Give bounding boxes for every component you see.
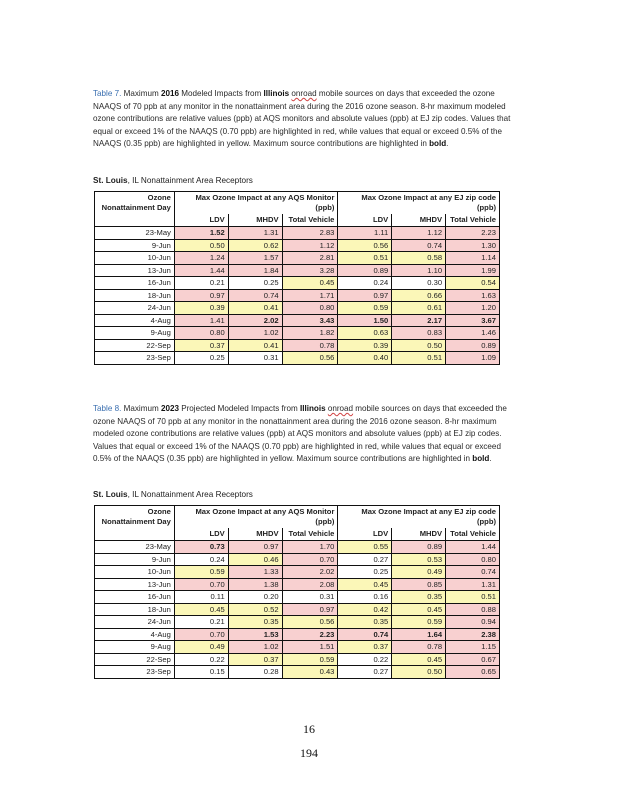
cell-value: 0.50 <box>174 239 228 252</box>
row-day: 24-Jun <box>95 616 175 629</box>
cell-value: 0.74 <box>446 566 500 579</box>
header-group-ej: Max Ozone Impact at any EJ zip code (ppb) <box>361 193 496 212</box>
table7-body <box>95 227 500 365</box>
row-day: 9-Aug <box>95 641 175 654</box>
cell-value: 0.56 <box>338 239 392 252</box>
caption-text: . <box>489 454 492 463</box>
cell-value: 2.23 <box>446 227 500 240</box>
cell-value: 1.53 <box>228 628 282 641</box>
row-day: 4-Aug <box>95 314 175 327</box>
subtitle-rest: , IL Nonattainment Area Receptors <box>127 490 253 499</box>
cell-value: 0.85 <box>392 578 446 591</box>
header-group-aqs: Max Ozone Impact at any AQS Monitor (ppb) <box>174 192 338 215</box>
cell-value: 0.66 <box>392 289 446 302</box>
cell-value: 3.67 <box>446 314 500 327</box>
cell-value: 0.70 <box>282 553 338 566</box>
caption-bold-word: bold <box>429 139 447 148</box>
cell-value: 0.50 <box>392 666 446 679</box>
page-number: 16 <box>303 722 315 736</box>
cell-value: 0.74 <box>228 289 282 302</box>
cell-value: 2.81 <box>282 252 338 265</box>
cell-value: 1.44 <box>174 264 228 277</box>
cell-value: 0.55 <box>338 541 392 554</box>
table-row <box>95 553 500 566</box>
row-day: 22-Sep <box>95 339 175 352</box>
cell-value: 0.45 <box>174 603 228 616</box>
subtitle-city: St. Louis <box>93 176 128 185</box>
cell-value: 0.25 <box>338 566 392 579</box>
cell-value: 0.74 <box>338 628 392 641</box>
cell-value: 0.78 <box>392 641 446 654</box>
table-row <box>95 666 500 679</box>
table-row <box>95 628 500 641</box>
caption-onroad: onroad <box>291 89 317 98</box>
cell-value: 0.80 <box>446 553 500 566</box>
cell-value: 0.49 <box>392 566 446 579</box>
row-day: 23-May <box>95 227 175 240</box>
cell-value: 1.09 <box>446 352 500 365</box>
header-total: Total Vehicle <box>446 214 500 227</box>
cell-value: 0.74 <box>392 239 446 252</box>
table-row <box>95 289 500 302</box>
caption-bold-word: bold <box>472 454 490 463</box>
cell-value: 0.65 <box>446 666 500 679</box>
row-day: 13-Jun <box>95 578 175 591</box>
table-row <box>95 653 500 666</box>
cell-value: 1.15 <box>446 641 500 654</box>
row-day: 18-Jun <box>95 289 175 302</box>
cell-value: 0.35 <box>392 591 446 604</box>
cell-value: 1.84 <box>228 264 282 277</box>
cell-value: 0.41 <box>228 302 282 315</box>
row-day: 9-Jun <box>95 553 175 566</box>
cell-value: 0.39 <box>338 339 392 352</box>
table-row <box>95 327 500 340</box>
cell-value: 0.61 <box>392 302 446 315</box>
caption-text: Maximum <box>121 89 161 98</box>
cell-value: 2.02 <box>228 314 282 327</box>
cell-value: 0.21 <box>174 277 228 290</box>
table-row <box>95 227 500 240</box>
cell-value: 0.20 <box>228 591 282 604</box>
row-day: 16-Jun <box>95 591 175 604</box>
cell-value: 0.70 <box>174 578 228 591</box>
cell-value: 0.59 <box>392 616 446 629</box>
table-row <box>95 302 500 315</box>
table7-label: Table 7. <box>93 89 122 98</box>
cell-value: 0.40 <box>338 352 392 365</box>
caption-state: Illinois <box>263 89 290 98</box>
cell-value: 1.41 <box>174 314 228 327</box>
cell-value: 0.42 <box>338 603 392 616</box>
cell-value: 0.97 <box>282 603 338 616</box>
cell-value: 0.78 <box>282 339 338 352</box>
cell-value: 1.52 <box>174 227 228 240</box>
cell-value: 0.39 <box>174 302 228 315</box>
cell-value: 0.21 <box>174 616 228 629</box>
caption-state: Illinois <box>299 404 326 413</box>
cell-value: 1.11 <box>338 227 392 240</box>
row-day: 22-Sep <box>95 653 175 666</box>
caption-text: . <box>446 139 449 148</box>
document-page-number: 194 <box>300 746 318 760</box>
table-row <box>95 339 500 352</box>
cell-value: 0.51 <box>446 591 500 604</box>
cell-value: 0.56 <box>282 352 338 365</box>
row-day: 4-Aug <box>95 628 175 641</box>
table8-caption <box>93 403 521 466</box>
header-ldv: LDV <box>338 528 392 541</box>
table7-subtitle <box>93 176 253 185</box>
header-ldv: LDV <box>338 214 392 227</box>
header-total: Total Vehicle <box>282 528 338 541</box>
caption-text: Modeled Impacts from <box>178 89 264 98</box>
header-mhdv: MHDV <box>228 214 282 227</box>
caption-text: mobile sources on days that exceeded the ozone NAAQS of 70 ppb at any monitor in the nonattainment area during the 2016 ozone season. 8-hr maximum modeled ozone contributions are relative values (ppb) at AQS monitors and absolute values (ppb) at EJ zip codes. Values that equal or exceed 1% of the NAAQS (0.70 ppb) are highlighted in red, while values that equal or exceed 0.5% of the NAAQS (0.35 ppb) are highlighted in yellow. Maximum source contributions are highlighted in <box>93 89 511 148</box>
cell-value: 2.02 <box>282 566 338 579</box>
table7-caption <box>93 88 521 151</box>
row-day: 10-Jun <box>95 252 175 265</box>
cell-value: 0.80 <box>174 327 228 340</box>
table-row <box>95 352 500 365</box>
cell-value: 0.35 <box>228 616 282 629</box>
table8-body <box>95 541 500 679</box>
row-day: 10-Jun <box>95 566 175 579</box>
cell-value: 0.52 <box>228 603 282 616</box>
table-row <box>95 591 500 604</box>
table8 <box>94 505 500 679</box>
header-day: Ozone Nonattainment Day <box>95 506 175 541</box>
table-row <box>95 252 500 265</box>
cell-value: 1.10 <box>392 264 446 277</box>
cell-value: 0.80 <box>282 302 338 315</box>
cell-value: 1.14 <box>446 252 500 265</box>
cell-value: 1.70 <box>282 541 338 554</box>
cell-value: 0.28 <box>228 666 282 679</box>
caption-text: Projected Modeled Impacts from <box>178 404 300 413</box>
cell-value: 1.02 <box>228 641 282 654</box>
cell-value: 1.30 <box>446 239 500 252</box>
caption-text: mobile sources on days that exceeded the ozone NAAQS of 70 ppb at any monitor in the nonattainment area during the 2016 ozone season. 8-hr maximum modeled ozone contributions are relative values (ppb) at AQS monitors and absolute values (ppb) at EJ zip codes. Values that equal or exceed 1% of the NAAQS (0.70 ppb) are highlighted in red, while values that equal or exceed 0.5% of the NAAQS (0.35 ppb) are highlighted in yellow. Maximum source contributions are highlighted in <box>93 404 507 463</box>
cell-value: 0.43 <box>282 666 338 679</box>
header-mhdv: MHDV <box>392 528 446 541</box>
cell-value: 0.54 <box>446 277 500 290</box>
cell-value: 0.22 <box>174 653 228 666</box>
header-mhdv: MHDV <box>392 214 446 227</box>
cell-value: 0.15 <box>174 666 228 679</box>
cell-value: 1.71 <box>282 289 338 302</box>
subtitle-rest: , IL Nonattainment Area Receptors <box>127 176 253 185</box>
table-row <box>95 277 500 290</box>
table-row <box>95 264 500 277</box>
header-group-ej: Max Ozone Impact at any EJ zip code (ppb) <box>361 507 496 526</box>
row-day: 9-Jun <box>95 239 175 252</box>
header-total: Total Vehicle <box>446 528 500 541</box>
cell-value: 1.33 <box>228 566 282 579</box>
cell-value: 0.41 <box>228 339 282 352</box>
table-row <box>95 578 500 591</box>
table8-label: Table 8. <box>93 404 122 413</box>
cell-value: 2.38 <box>446 628 500 641</box>
row-day: 9-Aug <box>95 327 175 340</box>
cell-value: 1.31 <box>446 578 500 591</box>
cell-value: 0.30 <box>392 277 446 290</box>
cell-value: 1.82 <box>282 327 338 340</box>
cell-value: 0.50 <box>392 339 446 352</box>
cell-value: 1.57 <box>228 252 282 265</box>
cell-value: 0.89 <box>446 339 500 352</box>
cell-value: 0.45 <box>392 653 446 666</box>
cell-value: 0.63 <box>338 327 392 340</box>
cell-value: 0.53 <box>392 553 446 566</box>
cell-value: 0.25 <box>228 277 282 290</box>
cell-value: 0.45 <box>338 578 392 591</box>
cell-value: 0.94 <box>446 616 500 629</box>
cell-value: 0.58 <box>392 252 446 265</box>
row-day: 16-Jun <box>95 277 175 290</box>
table8-subtitle <box>93 490 253 499</box>
cell-value: 1.63 <box>446 289 500 302</box>
cell-value: 0.89 <box>392 541 446 554</box>
cell-value: 0.67 <box>446 653 500 666</box>
table-row <box>95 239 500 252</box>
cell-value: 3.28 <box>282 264 338 277</box>
cell-value: 0.45 <box>392 603 446 616</box>
cell-value: 0.37 <box>228 653 282 666</box>
cell-value: 0.70 <box>174 628 228 641</box>
header-total: Total Vehicle <box>282 214 338 227</box>
cell-value: 0.51 <box>338 252 392 265</box>
cell-value: 1.31 <box>228 227 282 240</box>
cell-value: 0.31 <box>228 352 282 365</box>
cell-value: 0.97 <box>174 289 228 302</box>
cell-value: 2.23 <box>282 628 338 641</box>
cell-value: 1.20 <box>446 302 500 315</box>
cell-value: 0.31 <box>282 591 338 604</box>
cell-value: 0.46 <box>228 553 282 566</box>
cell-value: 0.89 <box>338 264 392 277</box>
cell-value: 0.45 <box>282 277 338 290</box>
row-day: 18-Jun <box>95 603 175 616</box>
cell-value: 1.12 <box>392 227 446 240</box>
cell-value: 1.38 <box>228 578 282 591</box>
cell-value: 1.02 <box>228 327 282 340</box>
row-day: 24-Jun <box>95 302 175 315</box>
cell-value: 0.27 <box>338 553 392 566</box>
row-day: 23-Sep <box>95 666 175 679</box>
cell-value: 0.24 <box>338 277 392 290</box>
cell-value: 0.35 <box>338 616 392 629</box>
cell-value: 0.59 <box>174 566 228 579</box>
row-day: 23-Sep <box>95 352 175 365</box>
cell-value: 0.37 <box>174 339 228 352</box>
cell-value: 2.17 <box>392 314 446 327</box>
table-row <box>95 566 500 579</box>
table-row <box>95 641 500 654</box>
row-day: 13-Jun <box>95 264 175 277</box>
cell-value: 0.24 <box>174 553 228 566</box>
cell-value: 0.73 <box>174 541 228 554</box>
cell-value: 0.51 <box>392 352 446 365</box>
cell-value: 0.49 <box>174 641 228 654</box>
table-row <box>95 603 500 616</box>
cell-value: 3.43 <box>282 314 338 327</box>
header-ldv: LDV <box>174 528 228 541</box>
table-row <box>95 616 500 629</box>
cell-value: 1.64 <box>392 628 446 641</box>
header-day: Ozone Nonattainment Day <box>95 192 175 227</box>
header-mhdv: MHDV <box>228 528 282 541</box>
cell-value: 0.59 <box>282 653 338 666</box>
cell-value: 1.51 <box>282 641 338 654</box>
cell-value: 1.99 <box>446 264 500 277</box>
caption-onroad: onroad <box>327 404 354 413</box>
cell-value: 1.44 <box>446 541 500 554</box>
cell-value: 1.46 <box>446 327 500 340</box>
table7 <box>94 191 500 365</box>
cell-value: 0.56 <box>282 616 338 629</box>
table-row <box>95 541 500 554</box>
row-day: 23-May <box>95 541 175 554</box>
cell-value: 0.37 <box>338 641 392 654</box>
caption-year: 2016 <box>160 89 179 98</box>
cell-value: 0.88 <box>446 603 500 616</box>
cell-value: 0.83 <box>392 327 446 340</box>
cell-value: 0.27 <box>338 666 392 679</box>
cell-value: 0.11 <box>174 591 228 604</box>
cell-value: 0.62 <box>228 239 282 252</box>
table-row <box>95 314 500 327</box>
cell-value: 1.12 <box>282 239 338 252</box>
cell-value: 0.16 <box>338 591 392 604</box>
header-ldv: LDV <box>174 214 228 227</box>
cell-value: 1.24 <box>174 252 228 265</box>
cell-value: 2.83 <box>282 227 338 240</box>
cell-value: 0.25 <box>174 352 228 365</box>
caption-text: Maximum <box>121 404 161 413</box>
subtitle-city: St. Louis <box>93 490 128 499</box>
cell-value: 2.08 <box>282 578 338 591</box>
cell-value: 0.59 <box>338 302 392 315</box>
header-group-aqs: Max Ozone Impact at any AQS Monitor (ppb) <box>174 506 338 529</box>
cell-value: 1.50 <box>338 314 392 327</box>
caption-year: 2023 <box>160 404 179 413</box>
cell-value: 0.97 <box>228 541 282 554</box>
cell-value: 0.22 <box>338 653 392 666</box>
cell-value: 0.97 <box>338 289 392 302</box>
